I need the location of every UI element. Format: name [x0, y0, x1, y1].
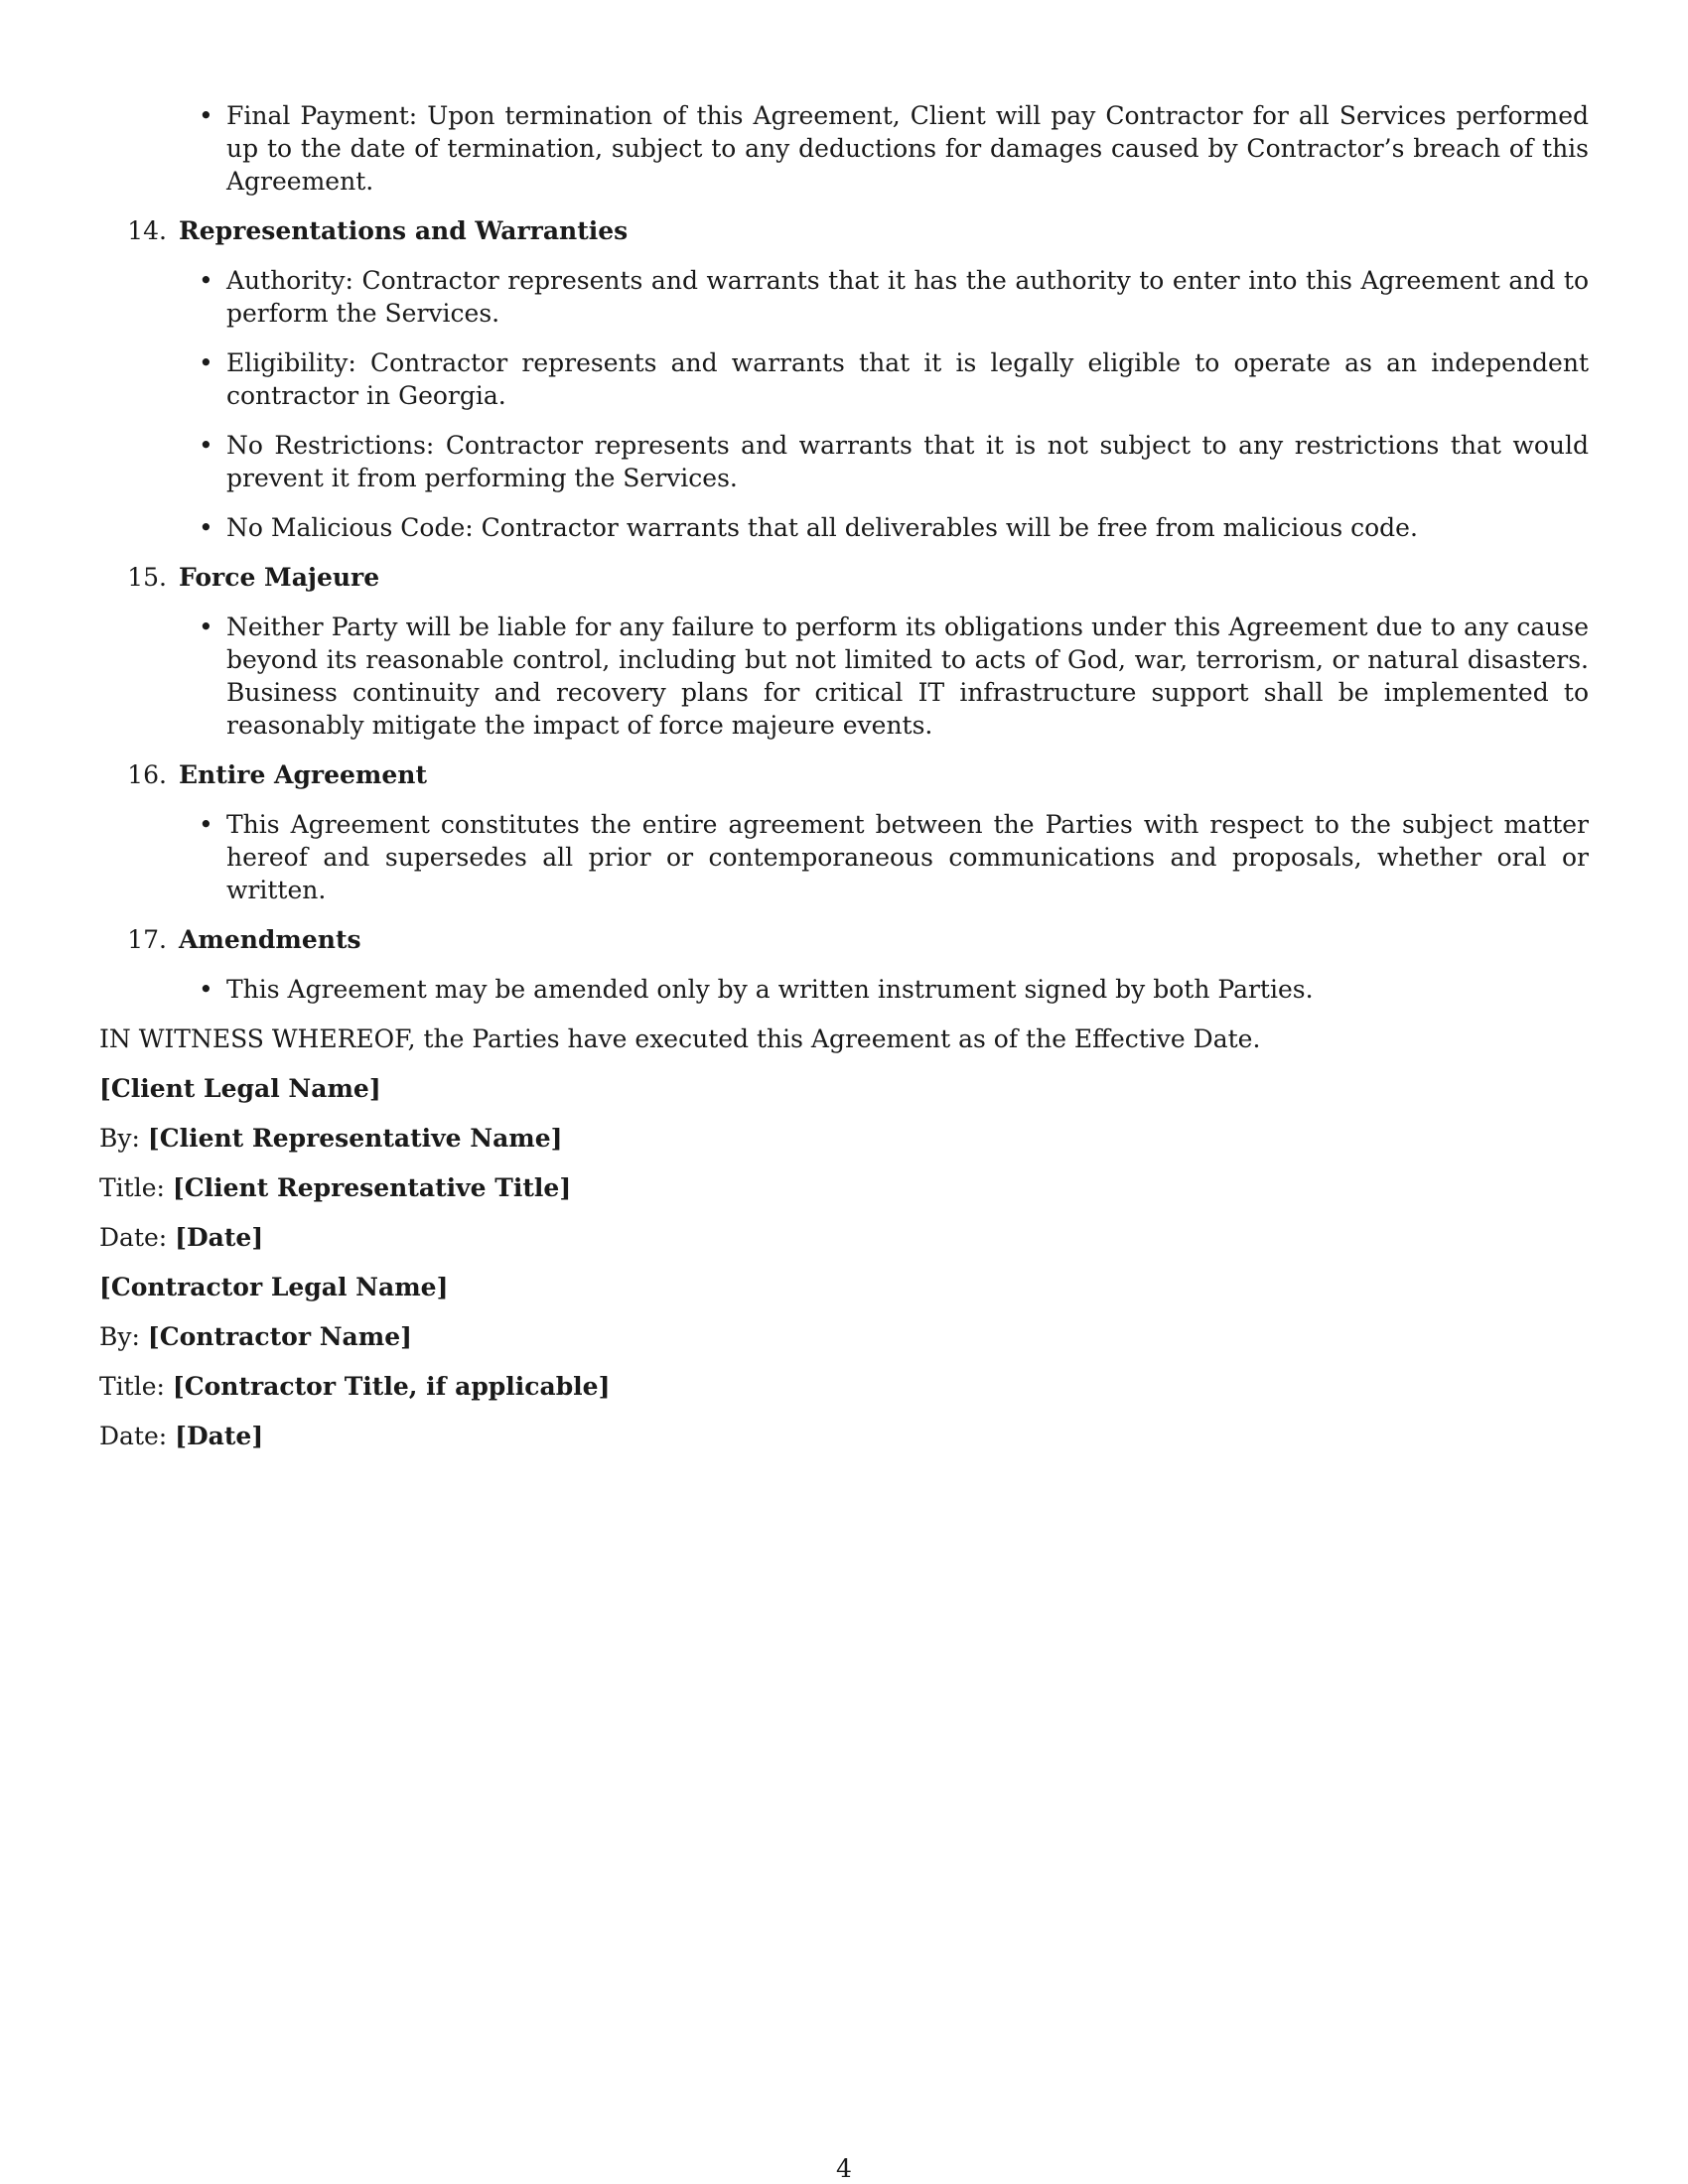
client-by-line [99, 1122, 1589, 1155]
document-page [99, 99, 1589, 1469]
page-number: 4 [836, 2154, 852, 2183]
client-date-line [99, 1221, 1589, 1254]
section-14-bullets [99, 264, 1589, 544]
section-number: 14. [127, 216, 167, 245]
date-label: Date: [99, 1422, 168, 1450]
force-majeure-bullet: • Neither Party will be liable for any failure to perform its obligations under this Agreement due to any cause beyond its reasonable control, including but not limited to acts of God, war, terrorism, or natural disasters. Business continuity and recovery plans for critical IT infrastructure support shall be implemented to reasonably mitigate the impact of force majeure events. [226, 611, 1589, 742]
client-legal-name [99, 1072, 1589, 1105]
section-title: Force Majeure [179, 563, 380, 592]
authority-bullet: • Authority: Contractor represents and warrants that it has the authority to enter into this Agreement and to perform the Services. [226, 264, 1589, 330]
title-label: Title: [99, 1173, 165, 1202]
contractor-by-line [99, 1320, 1589, 1353]
section-title: Representations and Warranties [179, 216, 629, 245]
no-restrictions-bullet: • No Restrictions: Contractor represents and warrants that it is not subject to any restrictions that would prevent it from performing the Services. [226, 429, 1589, 494]
section-heading-15 [99, 561, 1589, 594]
contractor-date-value: [Date] [175, 1422, 264, 1450]
witness-statement: IN WITNESS WHEREOF, the Parties have executed this Agreement as of the Effective Date. [99, 1024, 1261, 1053]
eligibility-bullet: • Eligibility: Contractor represents and warrants that it is legally eligible to operate as an independent contractor in Georgia. [226, 346, 1589, 412]
by-label: By: [99, 1124, 140, 1153]
contractor-title: [Contractor Title, if applicable] [172, 1372, 611, 1401]
section-16-bullets [99, 808, 1589, 906]
section-number: 16. [127, 760, 167, 789]
date-label: Date: [99, 1223, 168, 1252]
client-representative-title: [Client Representative Title] [172, 1173, 572, 1202]
section-title: Entire Agreement [179, 760, 427, 789]
client-legal-name-value: [Client Legal Name] [99, 1074, 381, 1103]
section-number: 17. [127, 925, 167, 954]
contractor-legal-name [99, 1271, 1589, 1303]
section-17-bullets [99, 973, 1589, 1006]
section-heading-17 [99, 923, 1589, 956]
section-heading-16 [99, 758, 1589, 791]
final-payment-bullet: • Final Payment: Upon termination of this Agreement, Client will pay Contractor for all Services performed up to the date of termination, subject to any deductions for damages caused by Contractor’s breach of this Agreement. [226, 99, 1589, 198]
section-15-bullets [99, 611, 1589, 742]
client-title-line [99, 1171, 1589, 1204]
contractor-legal-name-value: [Contractor Legal Name] [99, 1273, 449, 1301]
section-heading-14 [99, 214, 1589, 247]
section-title: Amendments [179, 925, 361, 954]
section-number: 15. [127, 563, 167, 592]
no-malicious-code-bullet: • No Malicious Code: Contractor warrants that all deliverables will be free from malicious code. [226, 511, 1589, 544]
contractor-name: [Contractor Name] [147, 1322, 412, 1351]
client-representative-name: [Client Representative Name] [147, 1124, 563, 1153]
contractor-date-line [99, 1420, 1589, 1452]
by-label: By: [99, 1322, 140, 1351]
contractor-title-line [99, 1370, 1589, 1403]
intro-bullet-list [99, 99, 1589, 198]
client-date-value: [Date] [175, 1223, 264, 1252]
amendments-bullet: • This Agreement may be amended only by a written instrument signed by both Parties. [226, 973, 1589, 1006]
title-label: Title: [99, 1372, 165, 1401]
entire-agreement-bullet: • This Agreement constitutes the entire agreement between the Parties with respect to the subject matter hereof and supersedes all prior or contemporaneous communications and proposals, whether oral or written. [226, 808, 1589, 906]
